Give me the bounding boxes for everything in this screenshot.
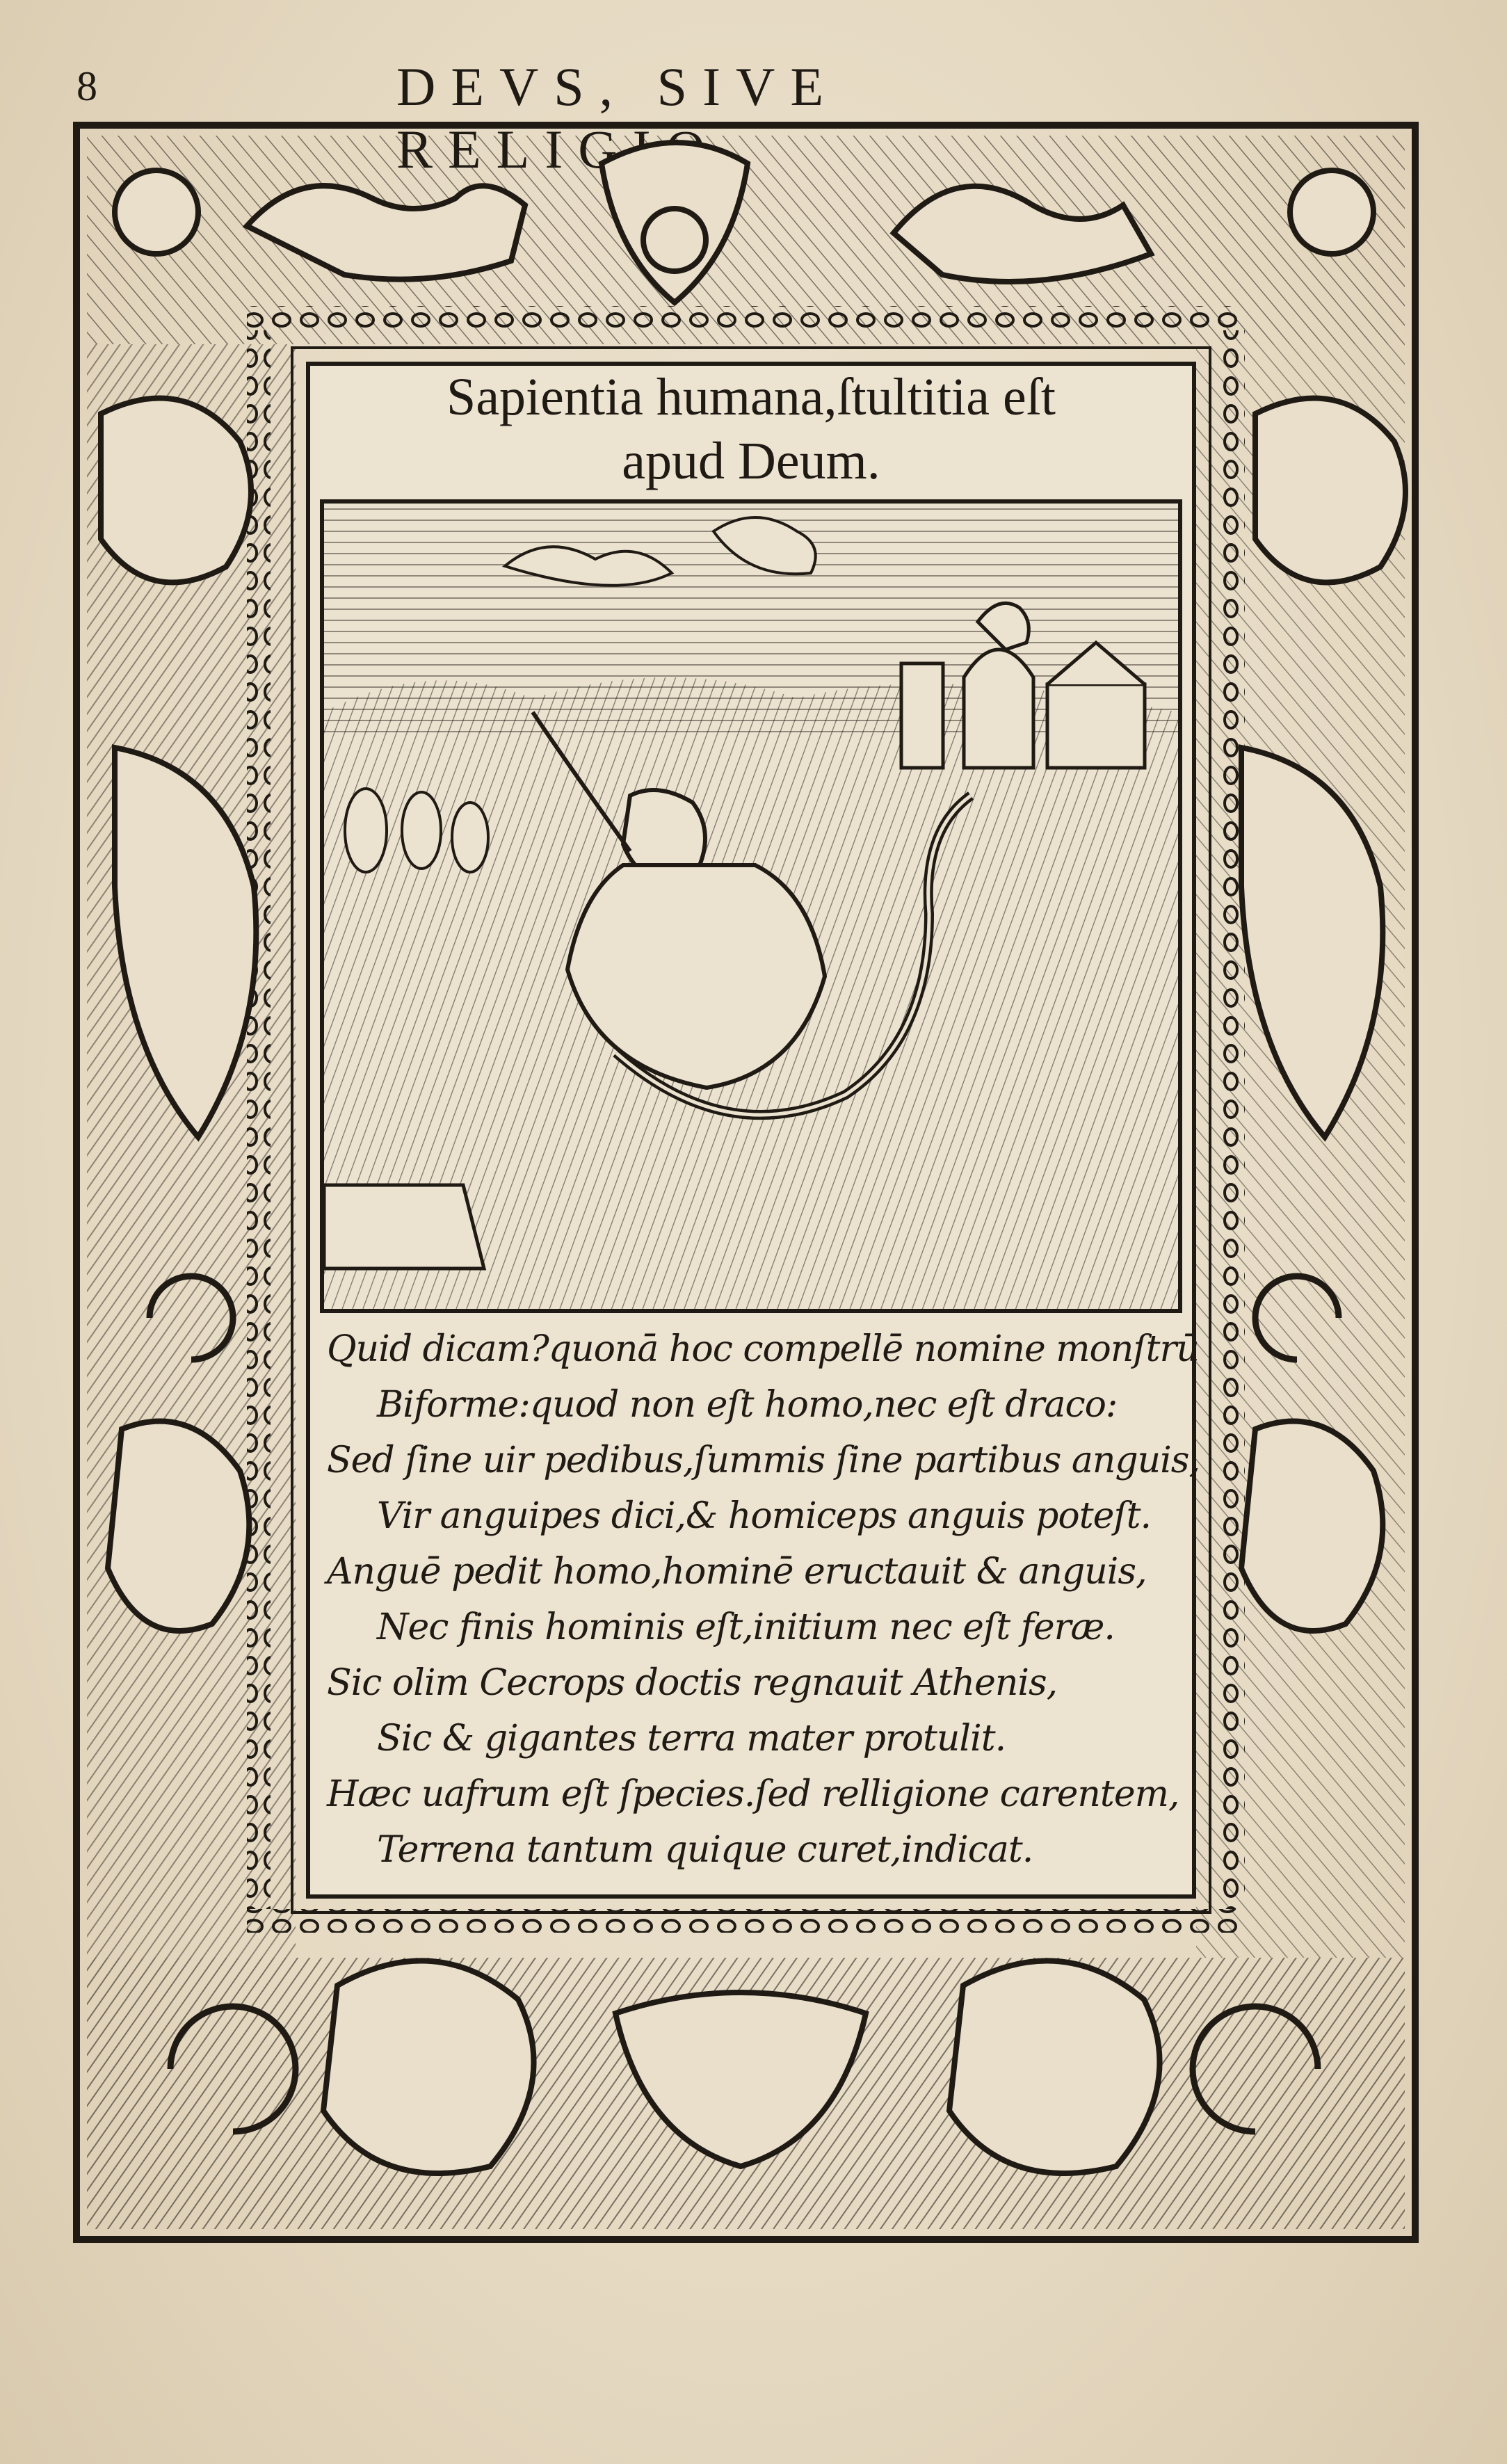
poem-line: Sic & gigantes terra mater protulit. [377, 1718, 1006, 1760]
poem-line: Vir anguipes dici,& homiceps anguis poteſt. [377, 1495, 1152, 1537]
poem-line: Sic olim Cecrops doctis regnauit Athenis, [327, 1662, 1058, 1704]
page-header [76, 49, 1161, 125]
poem-line: Biforme:quod non eſt homo,nec eſt draco: [377, 1384, 1118, 1426]
page-number: 8 [76, 63, 97, 109]
emblem-motto [306, 365, 1196, 493]
motto-line: apud Deum. [622, 432, 880, 490]
motto-line: Sapientia humana,ſtultitia eſt [446, 368, 1056, 426]
poem-line: Hæc uafrum eſt ſpecies.ſed relligione carentem, [327, 1773, 1179, 1815]
poem-line: Anguē pedit homo,hominē eructauit & anguis, [327, 1551, 1147, 1593]
serpent-man-engraving [324, 504, 1178, 1309]
poem-line: Sed ſine uir pedibus,ſummis ſine partibus anguis, [327, 1440, 1200, 1481]
emblem-poem [327, 1321, 1200, 1878]
poem-line: Quid dicam?quonā hoc compellē nomine monſtrū [327, 1328, 1199, 1370]
poem-line: Nec finis hominis eſt,initium nec eſt feræ. [377, 1607, 1115, 1648]
poem-line: Terrena tantum quique curet,indicat. [377, 1829, 1033, 1871]
woodcut-illustration [320, 499, 1182, 1313]
running-head: DEVS, SIVE [396, 56, 839, 117]
